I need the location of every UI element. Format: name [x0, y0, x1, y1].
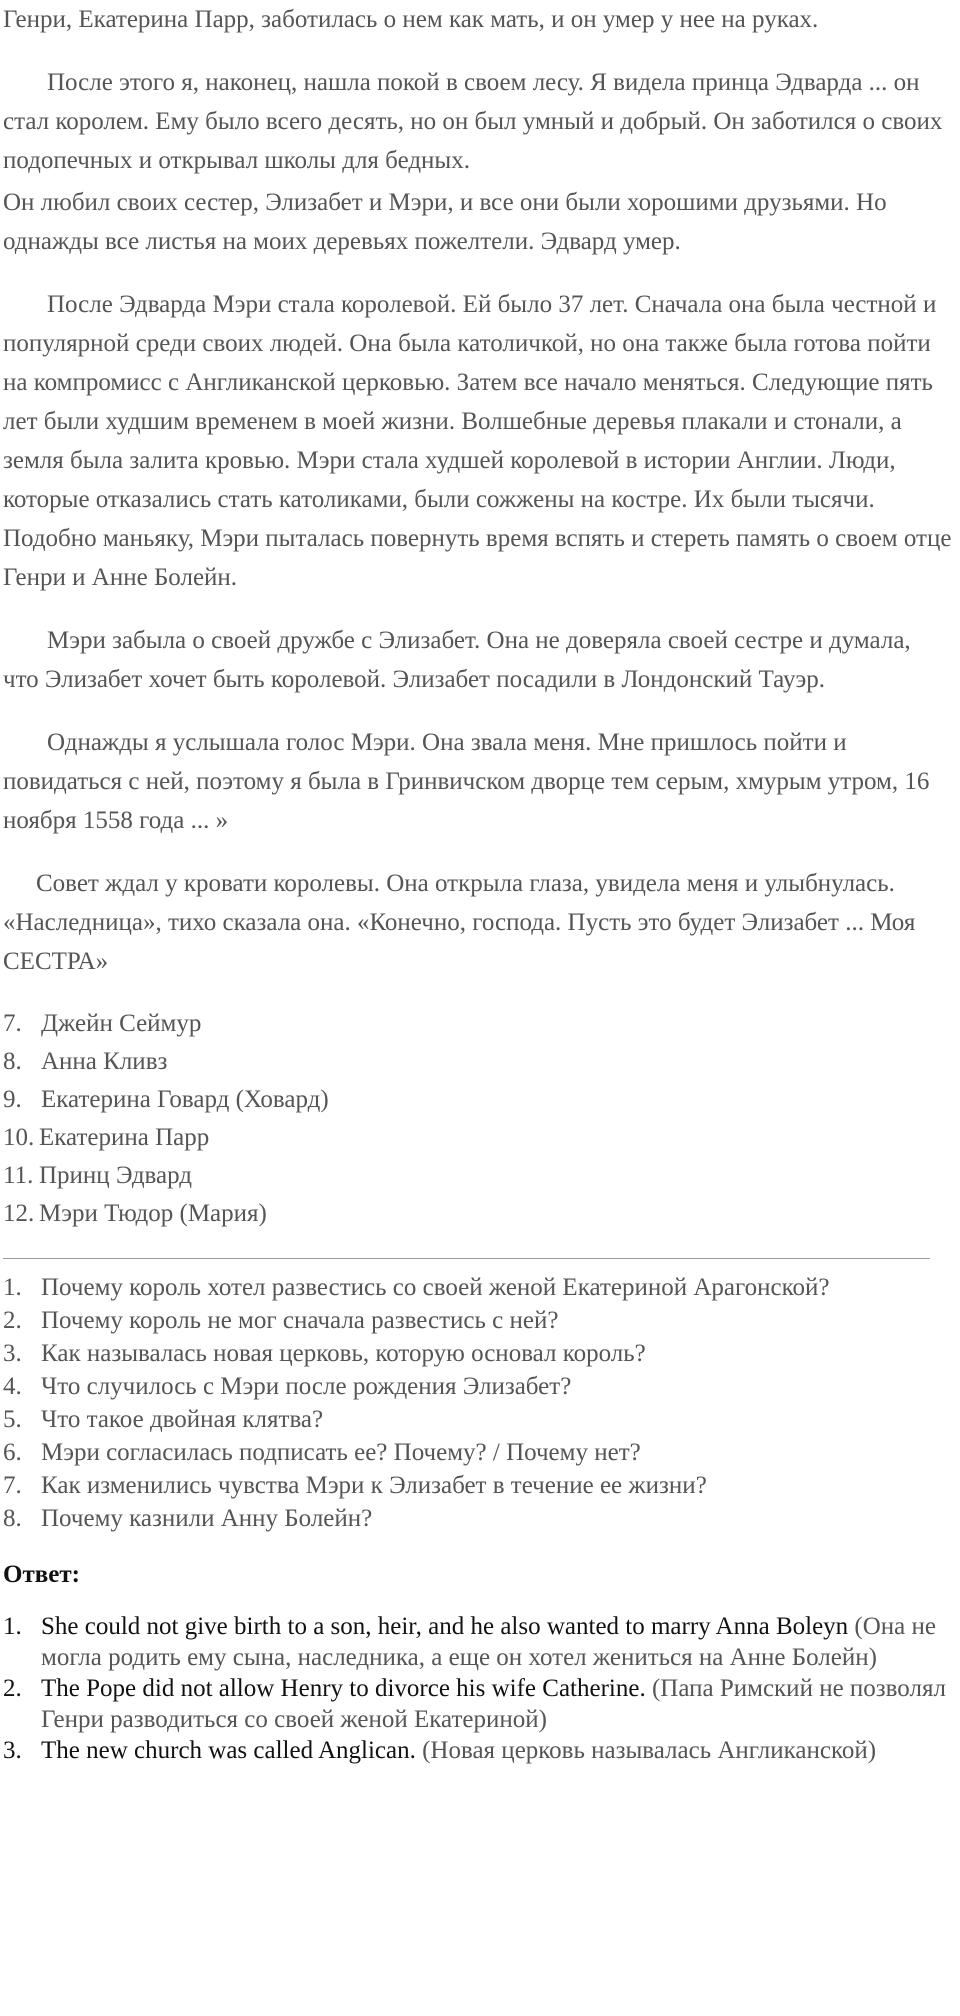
character-name: Анна Кливз — [41, 1048, 168, 1075]
list-number: 12. — [3, 1200, 35, 1227]
answer-russian: (Папа Римский не позволял Генри разводиться со своей женой Екатериной) — [41, 1675, 946, 1733]
list-item — [3, 1043, 952, 1081]
list-number: 8. — [3, 1048, 22, 1075]
answer-number: 3. — [3, 1737, 22, 1764]
question-text: Как изменились чувства Мэри к Элизабет в течение ее жизни? — [41, 1472, 707, 1499]
list-item — [3, 1735, 952, 1766]
list-item — [3, 1157, 952, 1195]
question-number: 1. — [3, 1274, 22, 1301]
story-paragraph-4: После Эдварда Мэри стала королевой. Ей было 37 лет. Сначала она была честной и популярной среди своих людей. Она была католичкой, но она также была готова пойти на компромисс с Англиканской церковью. Затем все начало меняться. Следующие пять лет были худшим временем в моей жизни. Волшебные деревья плакали и стонали, а земля была залита кровью. Мэри стала худшей королевой в истории Англии. Люди, которые отказались стать католиками, были сожжены на костре. Их были тысячи. Подобно маньяку, Мэри пыталась повернуть время вспять и стереть память о своем отце Генри и Анне Болейн. — [3, 291, 952, 591]
list-number: 10. — [3, 1124, 35, 1151]
character-name: Мэри Тюдор (Мария) — [39, 1200, 267, 1227]
section-divider — [3, 1258, 930, 1259]
answer-english: The new church was called Anglican. — [41, 1737, 416, 1764]
list-item — [3, 1304, 952, 1337]
list-number: 11. — [3, 1162, 34, 1189]
answer-number: 2. — [3, 1675, 22, 1702]
answer-russian: (Новая церковь называлась Англиканской) — [415, 1737, 877, 1764]
question-text: Почему казнили Анну Болейн? — [41, 1505, 373, 1532]
character-list — [3, 1005, 952, 1233]
list-item — [3, 1271, 952, 1304]
question-number: 7. — [3, 1472, 22, 1499]
story-paragraph-1: Генри, Екатерина Парр, заботилась о нем как мать, и он умер у нее на руках. — [3, 6, 819, 33]
question-text: Почему король не мог сначала развестись с ней? — [41, 1307, 559, 1334]
question-text: Как называлась новая церковь, которую основал король? — [41, 1340, 646, 1367]
question-text: Почему король хотел развестись со своей женой Екатериной Арагонской? — [41, 1274, 830, 1301]
list-item — [3, 1469, 952, 1502]
character-name: Екатерина Парр — [39, 1124, 210, 1151]
question-text: Что случилось с Мэри после рождения Элизабет? — [41, 1373, 572, 1400]
list-item — [3, 1502, 952, 1535]
question-number: 5. — [3, 1406, 22, 1433]
question-number: 3. — [3, 1340, 22, 1367]
list-item — [3, 1673, 952, 1735]
question-number: 2. — [3, 1307, 22, 1334]
list-item — [3, 1436, 952, 1469]
question-number: 6. — [3, 1439, 22, 1466]
character-name: Джейн Сеймур — [41, 1010, 202, 1037]
question-text: Что такое двойная клятва? — [41, 1406, 324, 1433]
story-paragraph-2: После этого я, наконец, нашла покой в своем лесу. Я видела принца Эдварда ... он стал королем. Ему было всего десять, но он был умный и добрый. Он заботился о своих подопечных и открывал школы для бедных. — [3, 69, 943, 174]
question-text: Мэри согласилась подписать ее? Почему? / Почему нет? — [41, 1439, 641, 1466]
list-number: 7. — [3, 1010, 22, 1037]
list-item — [3, 1403, 952, 1436]
answer-list — [3, 1611, 952, 1766]
answer-russian: (Она не могла родить ему сына, наследника, а еще он хотел жениться на Анне Болейн) — [41, 1613, 937, 1671]
list-item — [3, 1611, 952, 1673]
list-item — [3, 1195, 952, 1233]
character-name: Екатерина Говард (Ховард) — [41, 1086, 329, 1113]
question-list — [3, 1271, 952, 1535]
answer-text — [41, 1611, 952, 1673]
list-item — [3, 1370, 952, 1403]
story-paragraph-3: Он любил своих сестер, Элизабет и Мэри, и все они были хорошими друзьями. Но однажды все листья на моих деревьях пожелтели. Эдвард умер. — [3, 189, 887, 255]
answer-heading: Ответ: — [3, 1561, 80, 1588]
list-item — [3, 1337, 952, 1370]
list-item — [3, 1005, 952, 1043]
list-item — [3, 1081, 952, 1119]
story-paragraph-6: Однажды я услышала голос Мэри. Она звала меня. Мне пришлось пойти и повидаться с ней, поэтому я была в Гринвичском дворце тем серым, хмурым утром, 16 ноября 1558 года ... » — [3, 729, 930, 834]
question-number: 8. — [3, 1505, 22, 1532]
answer-text — [41, 1673, 952, 1735]
story-paragraph-7: Совет ждал у кровати королевы. Она открыла глаза, увидела меня и улыбнулась. «Наследница», тихо сказала она. «Конечно, господа. Пусть это будет Элизабет ... Моя СЕСТРА» — [3, 870, 916, 975]
story-paragraph-5: Мэри забыла о своей дружбе с Элизабет. Она не доверяла своей сестре и думала, что Элизабет хочет быть королевой. Элизабет посадили в Лондонский Тауэр. — [3, 627, 911, 693]
answer-text — [41, 1735, 876, 1766]
character-name: Принц Эдвард — [39, 1162, 193, 1189]
answer-english: She could not give birth to a son, heir, and he also wanted to marry Anna Boleyn — [41, 1613, 849, 1640]
list-item — [3, 1119, 952, 1157]
answer-english: The Pope did not allow Henry to divorce his wife Catherine. — [41, 1675, 646, 1702]
answer-number: 1. — [3, 1613, 22, 1640]
list-number: 9. — [3, 1086, 22, 1113]
question-number: 4. — [3, 1373, 22, 1400]
